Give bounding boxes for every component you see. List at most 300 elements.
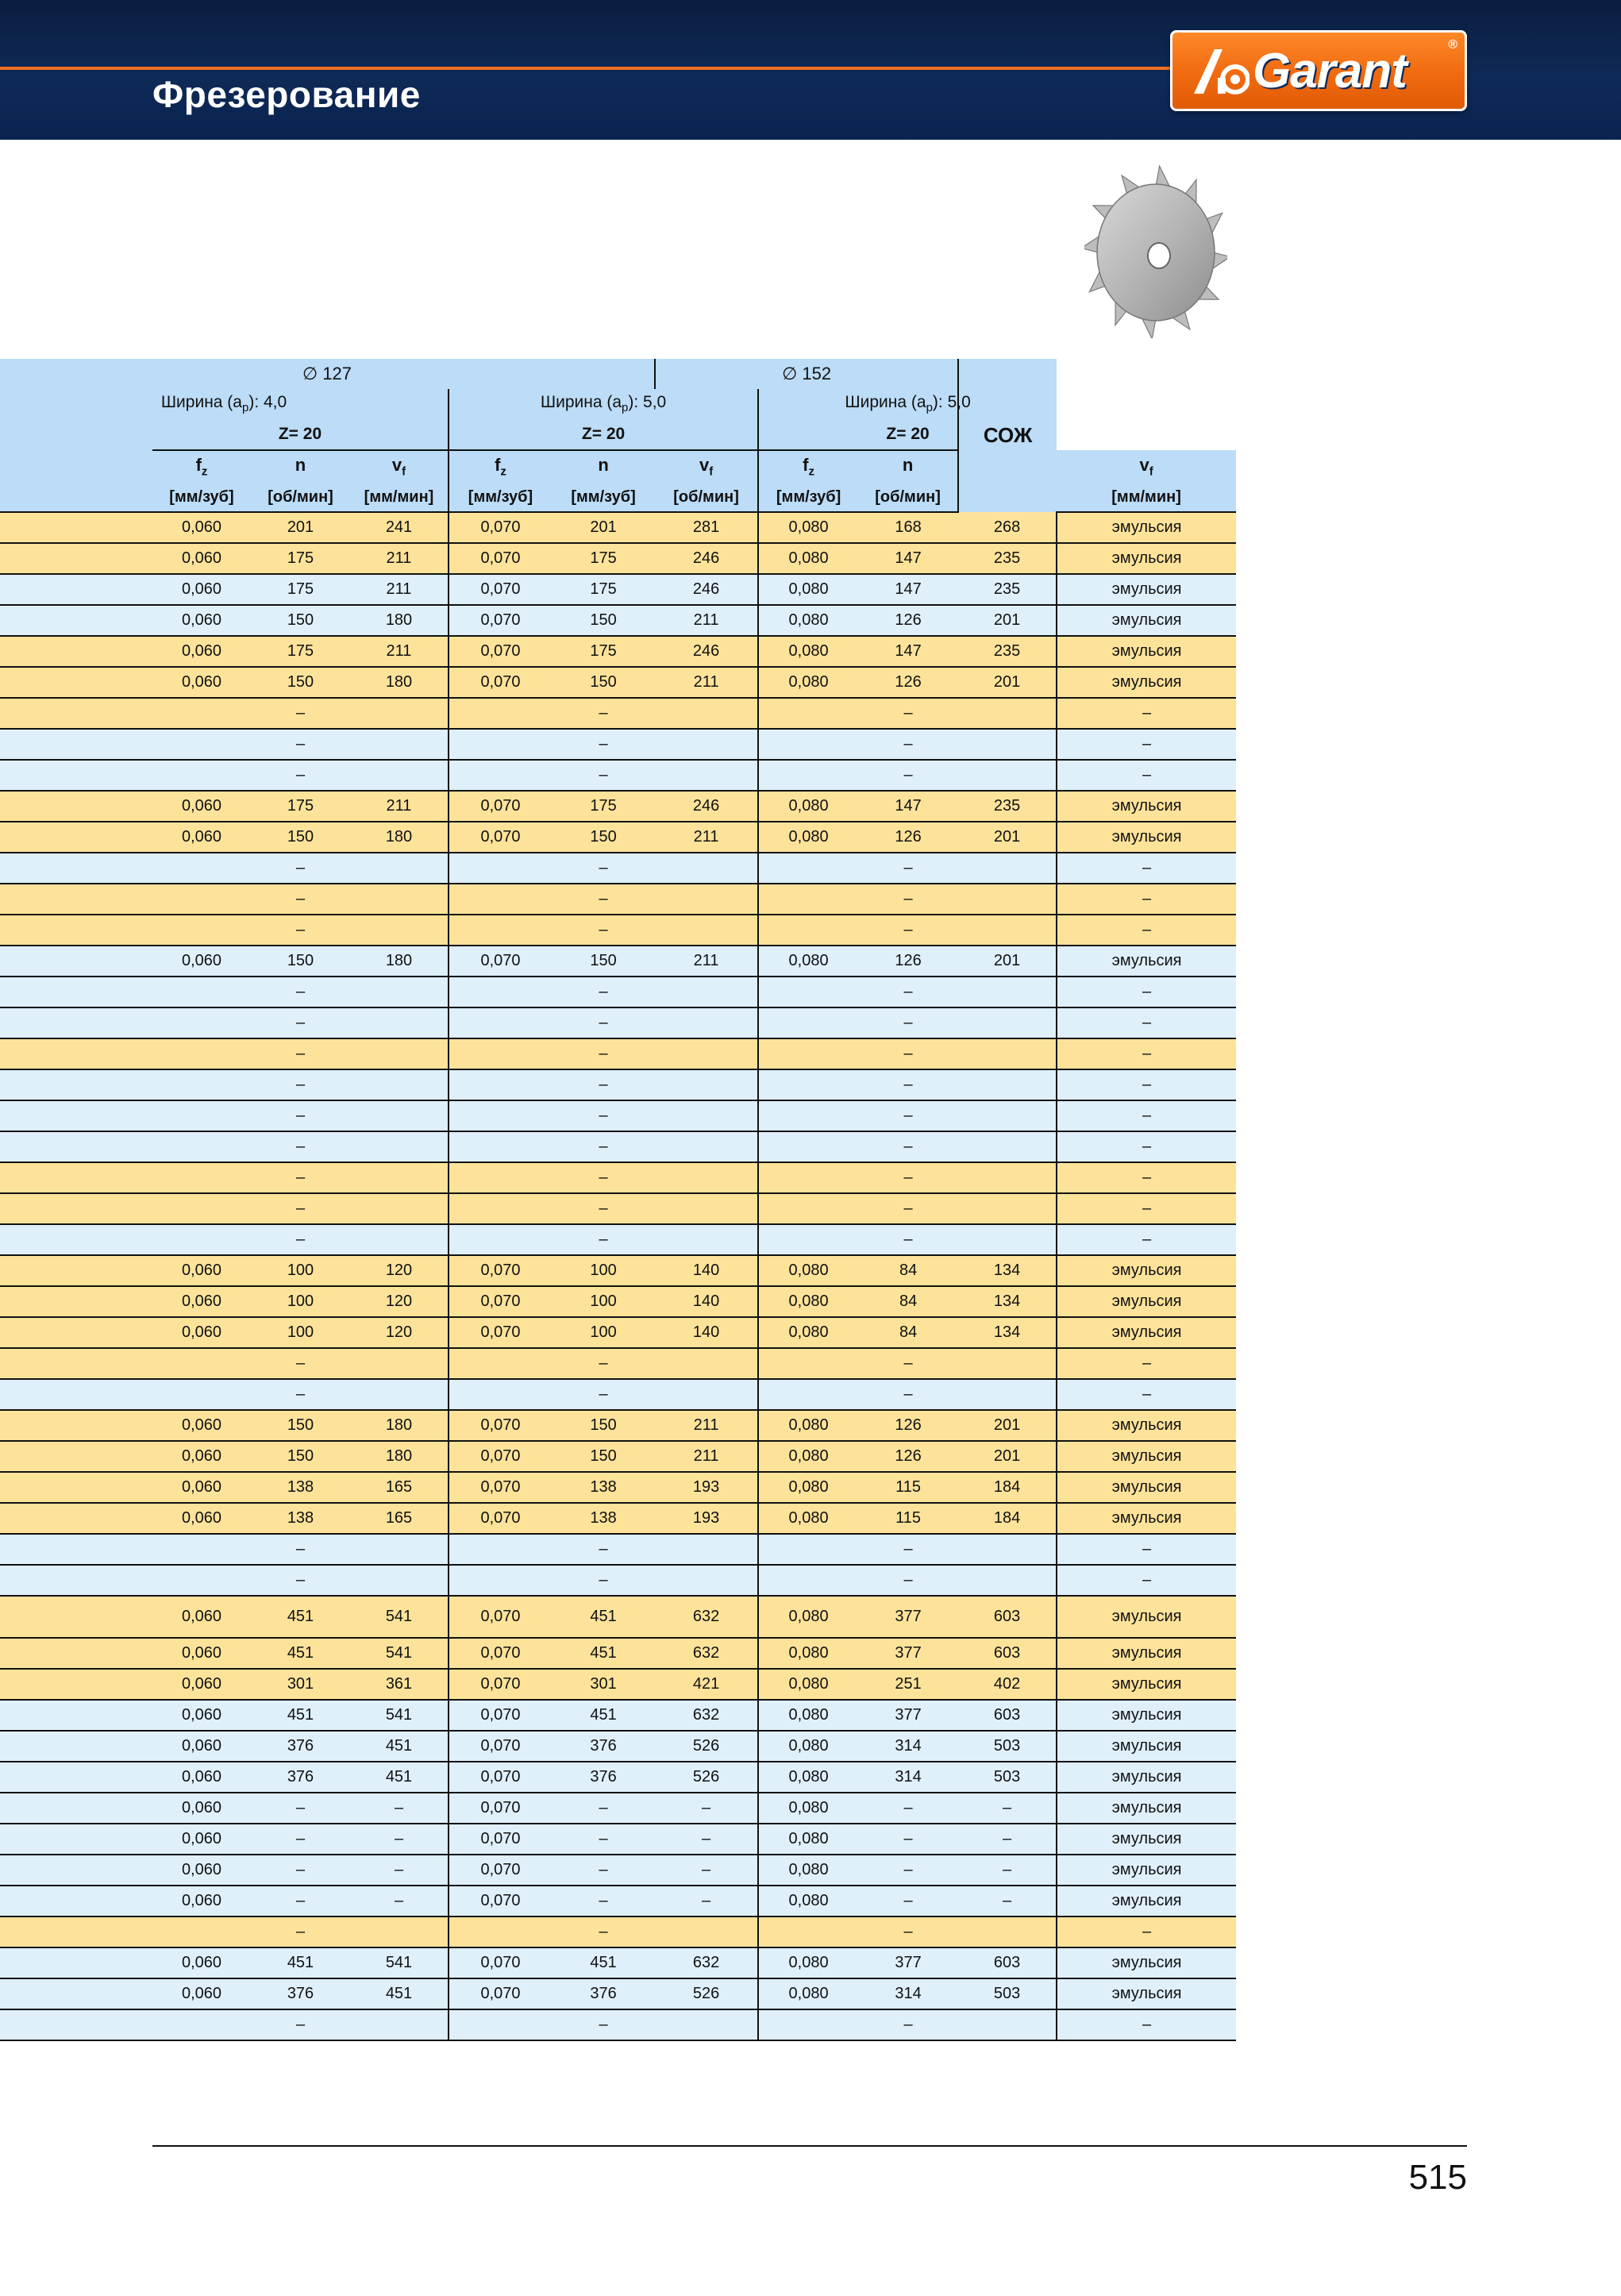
table-cell: [449, 1193, 552, 1224]
table-cell: [152, 1007, 251, 1038]
registered-mark: ®: [1448, 38, 1457, 52]
table-cell: 126: [858, 667, 958, 698]
table-cell: –: [251, 1855, 350, 1886]
table-cell: 147: [858, 791, 958, 822]
table-cell: 0,060: [152, 1441, 251, 1472]
table-cell: 0,080: [758, 1286, 858, 1317]
table-cell: –: [251, 1824, 350, 1855]
table-row: [0, 1793, 1236, 1824]
table-row: [0, 1731, 1236, 1762]
table-cell: –: [251, 1007, 350, 1038]
coolant-cell: –: [1057, 853, 1236, 884]
table-cell: [350, 1224, 449, 1255]
coolant-cell: эмульсия: [1057, 1947, 1236, 1978]
table-row: [0, 1069, 1236, 1100]
table-cell: 184: [958, 1503, 1057, 1534]
teeth-count-header-2: Z= 20: [449, 419, 758, 450]
table-cell: –: [552, 1824, 655, 1855]
table-cell: 0,080: [758, 1472, 858, 1503]
row-lead-cell: [0, 1947, 152, 1978]
table-cell: –: [858, 1855, 958, 1886]
table-cell: 0,070: [449, 791, 552, 822]
diameter-127-header: ∅ 127: [0, 359, 655, 389]
table-cell: –: [350, 1824, 449, 1855]
table-cell: [350, 1565, 449, 1596]
table-cell: [152, 853, 251, 884]
table-cell: [758, 1100, 858, 1131]
row-lead-cell: [0, 729, 152, 760]
table-cell: [958, 853, 1057, 884]
table-cell: [449, 1069, 552, 1100]
table-cell: [958, 1007, 1057, 1038]
row-lead-cell: [0, 1638, 152, 1669]
row-lead-cell: [0, 1731, 152, 1762]
coolant-cell: эмульсия: [1057, 667, 1236, 698]
table-cell: –: [552, 915, 655, 946]
table-cell: 0,060: [152, 1638, 251, 1669]
table-cell: 150: [251, 946, 350, 977]
table-cell: 175: [251, 791, 350, 822]
table-cell: 0,060: [152, 1596, 251, 1638]
row-lead-cell: [0, 1917, 152, 1947]
table-cell: [758, 760, 858, 791]
table-cell: 0,070: [449, 512, 552, 543]
page-header: [0, 0, 1621, 140]
table-cell: 84: [858, 1255, 958, 1286]
table-cell: 376: [251, 1978, 350, 2009]
table-row: [0, 1503, 1236, 1534]
table-row: [0, 1255, 1236, 1286]
table-row: [0, 1978, 1236, 2009]
table-row: [0, 1947, 1236, 1978]
table-cell: [449, 698, 552, 729]
table-cell: 184: [958, 1472, 1057, 1503]
table-cell: –: [655, 1886, 758, 1917]
coolant-cell: эмульсия: [1057, 1255, 1236, 1286]
table-cell: [758, 1162, 858, 1193]
table-cell: –: [552, 1224, 655, 1255]
table-cell: 241: [350, 512, 449, 543]
table-cell: 451: [350, 1762, 449, 1793]
table-row: [0, 667, 1236, 698]
table-row: [0, 1917, 1236, 1947]
coolant-cell: –: [1057, 698, 1236, 729]
table-cell: 138: [251, 1472, 350, 1503]
table-row: [0, 1669, 1236, 1700]
table-cell: 193: [655, 1503, 758, 1534]
table-row: [0, 1886, 1236, 1917]
table-cell: [350, 1917, 449, 1947]
table-cell: 526: [655, 1978, 758, 2009]
table-cell: –: [251, 915, 350, 946]
table-cell: –: [655, 1793, 758, 1824]
table-cell: 126: [858, 946, 958, 977]
table-row: [0, 1441, 1236, 1472]
table-cell: [350, 1193, 449, 1224]
coolant-cell: –: [1057, 1038, 1236, 1069]
row-lead-cell: [0, 1224, 152, 1255]
teeth-count-header-1: Z= 20: [152, 419, 449, 450]
table-cell: 246: [655, 791, 758, 822]
table-cell: –: [251, 977, 350, 1007]
table-cell: 451: [350, 1731, 449, 1762]
row-lead-cell: [0, 512, 152, 543]
table-row: [0, 884, 1236, 915]
coolant-cell: –: [1057, 977, 1236, 1007]
table-cell: 246: [655, 636, 758, 667]
table-cell: 201: [958, 605, 1057, 636]
table-cell: –: [552, 1348, 655, 1379]
table-cell: 235: [958, 543, 1057, 574]
table-cell: –: [858, 1565, 958, 1596]
table-cell: –: [858, 1348, 958, 1379]
table-cell: [655, 977, 758, 1007]
table-cell: 0,080: [758, 1410, 858, 1441]
row-lead-cell: [0, 1762, 152, 1793]
width-header-2: Ширина $(a_p)$: 5,0: [449, 389, 758, 419]
table-cell: 0,070: [449, 1824, 552, 1855]
table-cell: 126: [858, 822, 958, 853]
diameter-152-header: ∅ 152: [655, 359, 958, 389]
table-cell: 180: [350, 667, 449, 698]
table-cell: [655, 884, 758, 915]
table-row: [0, 915, 1236, 946]
table-cell: 100: [251, 1255, 350, 1286]
coolant-cell: –: [1057, 1193, 1236, 1224]
table-cell: 451: [552, 1596, 655, 1638]
table-cell: 0,060: [152, 822, 251, 853]
table-cell: [350, 1162, 449, 1193]
table-cell: 180: [350, 1441, 449, 1472]
table-cell: 0,080: [758, 822, 858, 853]
table-cell: [958, 760, 1057, 791]
param-symbol-header: $v_f$: [655, 450, 758, 483]
table-cell: 175: [552, 636, 655, 667]
table-cell: –: [552, 1917, 655, 1947]
row-lead-cell: [0, 1286, 152, 1317]
coolant-cell: –: [1057, 1162, 1236, 1193]
table-cell: [758, 1069, 858, 1100]
table-cell: [350, 1131, 449, 1162]
table-cell: [655, 1379, 758, 1410]
table-cell: 0,060: [152, 1762, 251, 1793]
table-cell: 0,080: [758, 1441, 858, 1472]
table-cell: –: [552, 1069, 655, 1100]
table-cell: [152, 698, 251, 729]
table-cell: –: [858, 1534, 958, 1565]
page-title: Фрезерование: [152, 74, 421, 115]
table-cell: 0,070: [449, 1286, 552, 1317]
table-cell: 377: [858, 1638, 958, 1669]
header-stripe: [0, 67, 1175, 70]
table-cell: 377: [858, 1596, 958, 1638]
table-cell: [758, 977, 858, 1007]
table-cell: [350, 1007, 449, 1038]
table-cell: 376: [251, 1731, 350, 1762]
table-cell: 0,060: [152, 1410, 251, 1441]
table-cell: 603: [958, 1638, 1057, 1669]
table-cell: [350, 760, 449, 791]
table-cell: 526: [655, 1762, 758, 1793]
table-cell: 0,080: [758, 1255, 858, 1286]
table-cell: 0,070: [449, 543, 552, 574]
param-unit-header: [мм/мин]: [350, 483, 449, 512]
table-cell: [758, 1193, 858, 1224]
table-cell: [152, 884, 251, 915]
table-cell: 126: [858, 605, 958, 636]
table-cell: –: [858, 1824, 958, 1855]
table-cell: –: [251, 1131, 350, 1162]
table-cell: [449, 884, 552, 915]
param-unit-header: [мм/зуб]: [552, 483, 655, 512]
row-lead-cell: [0, 822, 152, 853]
table-cell: –: [552, 884, 655, 915]
garant-logo: [1170, 30, 1467, 111]
table-cell: –: [858, 915, 958, 946]
table-cell: [758, 1038, 858, 1069]
table-cell: [449, 1348, 552, 1379]
table-cell: [958, 1565, 1057, 1596]
table-row: [0, 1565, 1236, 1596]
table-row: [0, 512, 1236, 543]
coolant-cell: эмульсия: [1057, 1638, 1236, 1669]
table-row: [0, 1007, 1236, 1038]
table-cell: 0,060: [152, 543, 251, 574]
table-cell: [449, 1007, 552, 1038]
table-cell: [758, 1224, 858, 1255]
table-cell: –: [858, 1886, 958, 1917]
table-cell: 0,080: [758, 636, 858, 667]
coolant-cell: –: [1057, 1100, 1236, 1131]
table-cell: –: [858, 1038, 958, 1069]
coolant-cell: эмульсия: [1057, 605, 1236, 636]
table-cell: 150: [251, 667, 350, 698]
table-cell: 632: [655, 1700, 758, 1731]
table-cell: [655, 1038, 758, 1069]
table-cell: [449, 760, 552, 791]
table-cell: [958, 1917, 1057, 1947]
table-cell: 376: [552, 1978, 655, 2009]
table-cell: 175: [552, 791, 655, 822]
table-cell: [449, 1162, 552, 1193]
row-lead-cell: [0, 1162, 152, 1193]
table-row: [0, 1317, 1236, 1348]
table-cell: 0,070: [449, 1731, 552, 1762]
table-cell: –: [251, 729, 350, 760]
table-cell: –: [251, 1534, 350, 1565]
table-cell: –: [858, 977, 958, 1007]
row-lead-cell: [0, 791, 152, 822]
table-cell: 503: [958, 1731, 1057, 1762]
coolant-cell: эмульсия: [1057, 636, 1236, 667]
table-cell: 138: [251, 1503, 350, 1534]
table-cell: [958, 884, 1057, 915]
table-cell: 361: [350, 1669, 449, 1700]
table-cell: 180: [350, 946, 449, 977]
coolant-cell: эмульсия: [1057, 1793, 1236, 1824]
table-cell: [152, 1100, 251, 1131]
table-cell: [758, 853, 858, 884]
table-cell: 175: [552, 574, 655, 605]
table-cell: 201: [958, 1441, 1057, 1472]
coolant-cell: эмульсия: [1057, 1472, 1236, 1503]
table-cell: [350, 1379, 449, 1410]
table-cell: 281: [655, 512, 758, 543]
table-cell: [152, 1193, 251, 1224]
table-cell: [350, 977, 449, 1007]
coolant-cell: –: [1057, 729, 1236, 760]
table-cell: 503: [958, 1762, 1057, 1793]
table-cell: [655, 1162, 758, 1193]
table-cell: 175: [251, 574, 350, 605]
table-cell: 541: [350, 1700, 449, 1731]
table-cell: [655, 1565, 758, 1596]
table-cell: 0,060: [152, 1793, 251, 1824]
coolant-cell: –: [1057, 884, 1236, 915]
row-lead-cell: [0, 1348, 152, 1379]
table-cell: 402: [958, 1669, 1057, 1700]
table-cell: 0,080: [758, 574, 858, 605]
table-cell: [758, 1131, 858, 1162]
table-cell: –: [958, 1886, 1057, 1917]
table-cell: –: [350, 1855, 449, 1886]
table-cell: 0,060: [152, 667, 251, 698]
table-cell: [152, 1565, 251, 1596]
table-cell: 120: [350, 1286, 449, 1317]
table-cell: 180: [350, 605, 449, 636]
table-cell: [152, 1162, 251, 1193]
table-row: [0, 698, 1236, 729]
table-cell: –: [858, 1131, 958, 1162]
table-cell: 632: [655, 1947, 758, 1978]
table-cell: 211: [350, 543, 449, 574]
table-row: [0, 1286, 1236, 1317]
table-cell: 201: [251, 512, 350, 543]
teeth-count-header-3: Z= 20: [758, 419, 1057, 450]
table-cell: 0,060: [152, 1886, 251, 1917]
table-cell: 0,070: [449, 1669, 552, 1700]
width-header-1: Ширина $(a_p)$: 4,0: [0, 389, 449, 419]
table-cell: 201: [958, 1410, 1057, 1441]
table-cell: 201: [958, 822, 1057, 853]
table-cell: [655, 2009, 758, 2040]
table-cell: 0,080: [758, 1762, 858, 1793]
table-cell: [152, 1069, 251, 1100]
table-cell: –: [251, 1348, 350, 1379]
table-cell: 377: [858, 1947, 958, 1978]
table-cell: 301: [251, 1669, 350, 1700]
table-cell: 100: [251, 1317, 350, 1348]
table-cell: [152, 1224, 251, 1255]
row-lead-cell: [0, 605, 152, 636]
table-row: [0, 729, 1236, 760]
param-symbol-header: $v_f$: [350, 450, 449, 483]
table-cell: 376: [552, 1731, 655, 1762]
table-cell: –: [552, 853, 655, 884]
table-cell: 314: [858, 1731, 958, 1762]
table-row: [0, 1038, 1236, 1069]
table-cell: 0,060: [152, 791, 251, 822]
table-cell: 140: [655, 1255, 758, 1286]
coolant-cell: эмульсия: [1057, 543, 1236, 574]
table-cell: [655, 1131, 758, 1162]
table-cell: 314: [858, 1762, 958, 1793]
table-cell: 251: [858, 1669, 958, 1700]
table-cell: 0,060: [152, 1255, 251, 1286]
table-cell: [655, 1224, 758, 1255]
coolant-cell: эмульсия: [1057, 1503, 1236, 1534]
table-cell: 201: [552, 512, 655, 543]
table-cell: [655, 1348, 758, 1379]
table-cell: [449, 1038, 552, 1069]
table-cell: 541: [350, 1947, 449, 1978]
table-cell: 211: [350, 574, 449, 605]
table-cell: [958, 915, 1057, 946]
coolant-cell: –: [1057, 1224, 1236, 1255]
table-cell: 168: [858, 512, 958, 543]
param-unit-header: [об/мин]: [655, 483, 758, 512]
table-cell: 134: [958, 1317, 1057, 1348]
table-row: [0, 1472, 1236, 1503]
table-cell: [152, 1131, 251, 1162]
table-cell: 150: [552, 1441, 655, 1472]
table-cell: [350, 1069, 449, 1100]
table-cell: 376: [552, 1762, 655, 1793]
coolant-cell: –: [1057, 1069, 1236, 1100]
coolant-cell: эмульсия: [1057, 1855, 1236, 1886]
table-cell: 100: [552, 1317, 655, 1348]
table-cell: –: [858, 698, 958, 729]
table-cell: 0,080: [758, 1947, 858, 1978]
table-cell: 150: [552, 822, 655, 853]
param-unit-header: [об/мин]: [251, 483, 350, 512]
row-lead-cell: [0, 1100, 152, 1131]
param-unit-header: [мм/зуб]: [758, 483, 858, 512]
table-cell: [350, 1038, 449, 1069]
table-cell: [655, 915, 758, 946]
table-cell: –: [552, 1534, 655, 1565]
table-row: [0, 1638, 1236, 1669]
table-cell: 0,080: [758, 1638, 858, 1669]
coolant-cell: эмульсия: [1057, 1669, 1236, 1700]
table-cell: –: [251, 1565, 350, 1596]
table-cell: –: [858, 1224, 958, 1255]
table-cell: [758, 1917, 858, 1947]
table-cell: [152, 1038, 251, 1069]
table-cell: 0,080: [758, 791, 858, 822]
table-cell: [655, 1193, 758, 1224]
table-cell: 211: [350, 636, 449, 667]
table-cell: 0,080: [758, 1731, 858, 1762]
table-cell: –: [552, 1162, 655, 1193]
table-cell: 150: [552, 946, 655, 977]
coolant-cell: –: [1057, 1917, 1236, 1947]
row-lead-cell: [0, 1978, 152, 2009]
table-cell: –: [858, 853, 958, 884]
table-cell: [350, 853, 449, 884]
table-cell: [350, 698, 449, 729]
table-cell: 150: [552, 1410, 655, 1441]
table-cell: 0,080: [758, 1886, 858, 1917]
table-cell: 235: [958, 636, 1057, 667]
row-lead-cell: [0, 915, 152, 946]
row-lead-cell: [0, 853, 152, 884]
row-lead-cell: [0, 1317, 152, 1348]
table-cell: 541: [350, 1638, 449, 1669]
table-cell: 0,070: [449, 574, 552, 605]
param-unit-header: [мм/мин]: [1057, 483, 1236, 512]
table-cell: 211: [655, 822, 758, 853]
